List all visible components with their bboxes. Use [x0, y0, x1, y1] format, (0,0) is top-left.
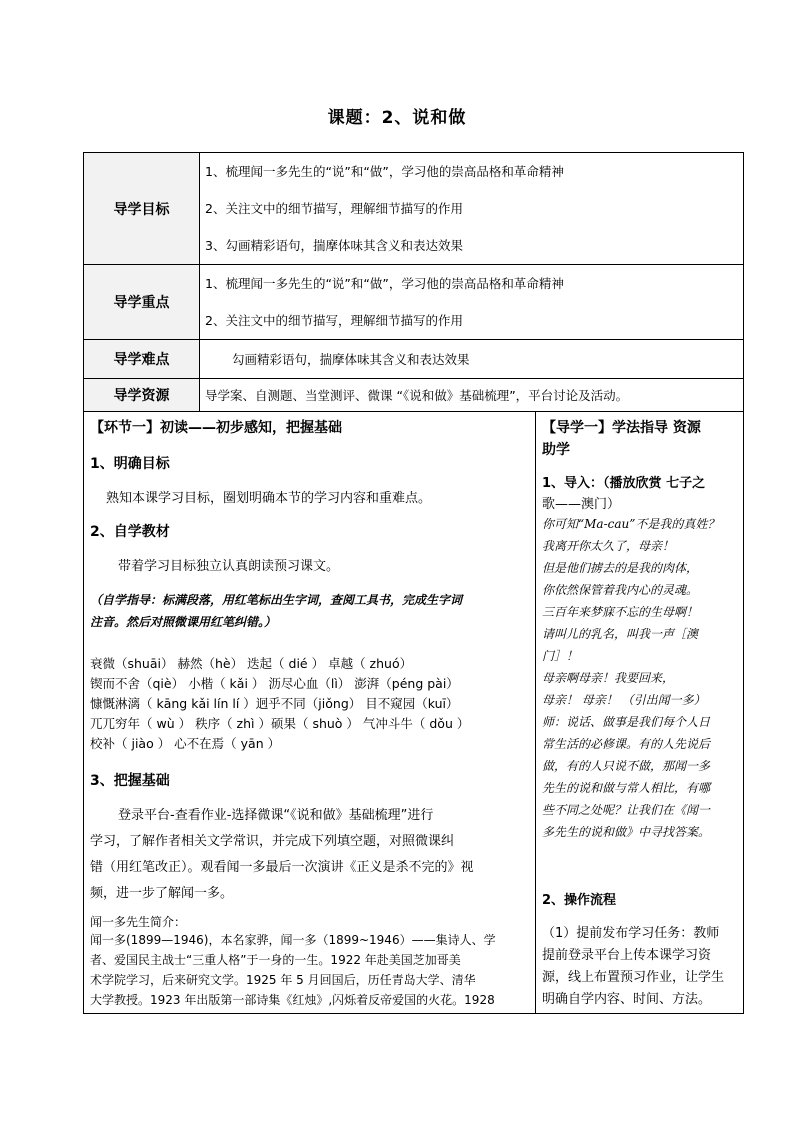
section-heading: 【环节一】初读——初步感知，把握基础	[90, 420, 342, 436]
guide-table	[83, 152, 744, 412]
pinyin-line: 校补（ jiào ） 心不在焉（ yān ）	[90, 736, 281, 751]
flow-line: （1）提前发布学习任务：教师	[542, 926, 720, 941]
flow-line: 明确自学内容、时间、方法。	[542, 992, 712, 1007]
paragraph: 熟知本课学习目标，圈划明确本节的学习内容和重难点。	[106, 491, 432, 506]
poem-line: 母亲！ 母亲！ （引出闻一多）	[542, 693, 706, 707]
content-line: 1、梳理闻一多先生的“说”和“做”，学习他的崇高品格和革命精神	[205, 164, 564, 179]
flow-line: 源，线上布置预习作业，让学生	[542, 970, 725, 985]
poem-line: 三百年来梦寐不忘的生母啊！	[542, 605, 699, 619]
table-row	[84, 153, 744, 265]
subheading: 1、明确目标	[90, 456, 170, 472]
poem-line: 请叫儿的乳名，叫我一声［澳	[542, 627, 699, 641]
content-line: 1、梳理闻一多先生的“说”和“做”，学习他的崇高品格和革命精神	[205, 276, 564, 291]
row-label: 导学重点	[84, 265, 200, 340]
table-row	[84, 379, 744, 412]
table-row	[84, 265, 744, 340]
poem-line: 但是他们掳去的是我的肉体，	[542, 561, 699, 575]
section-heading: 【导学一】学法指导 资源	[542, 420, 701, 436]
poem-line: 常生活的必修课。有的人先说后	[542, 737, 711, 751]
row-label: 导学难点	[84, 340, 200, 379]
row-content: 勾画精彩语句，揣摩体味其含义和表达效果	[200, 340, 744, 379]
row-content	[200, 153, 744, 265]
paragraph-line: 登录平台-查看作业-选择微课“《说和做》基础梳理”进行	[118, 808, 434, 823]
row-label: 导学目标	[84, 153, 200, 265]
subheading: 3、把握基础	[90, 773, 170, 789]
poem-line: 我离开你太久了，母亲！	[542, 539, 675, 553]
paragraph: 带着学习目标独立认真朗读预习课文。	[118, 559, 340, 574]
poem-line: 些不同之处呢？让我们在《闻一	[542, 803, 711, 817]
poem-line: 做，有的人只说不做，那闻一多	[542, 759, 711, 773]
study-note: （自学指导：标满段落，用红笔标出生字词，查阅工具书，完成生字词	[90, 593, 463, 607]
paragraph-line: 错（用红笔改正）。观看闻一多最后一次演讲《正义是杀不完的》视	[90, 860, 474, 875]
row-content: 导学案、自测题、当堂测评、微课 “《说和做》基础梳理”，平台讨论及活动。	[200, 379, 744, 412]
poem-line: 你可知“Ma-cau”不是我的真姓？	[542, 517, 720, 531]
subheading: 2、操作流程	[542, 893, 617, 908]
poem-line: 门］！	[542, 649, 579, 663]
pinyin-line: 兀兀穷年（ wù ） 秩序（ zhì ）硕果（ shuò ） 气冲斗牛（ dǒu ）	[90, 716, 470, 731]
bio-title: 闻一多先生简介：	[90, 915, 187, 929]
left-column	[84, 412, 535, 1013]
pinyin-line: 慷慨淋漓（ kāng kǎi lín lí ）迥乎不同（jiǒng） 目不窥园（kuī）	[90, 696, 459, 711]
poem-line: 多先生的说和做》中寻找答案。	[542, 825, 711, 839]
poem-line: 母亲啊母亲！我要回来，	[542, 671, 675, 685]
row-label: 导学资源	[84, 379, 200, 412]
page-title: 课题：2、说和做	[327, 108, 467, 128]
bio-line: 术学院学习，后来研究文学。1925 年 5 月回国后，历任青岛大学、清华	[90, 973, 476, 987]
intro-line: 1、导入：（播放欣赏 七子之	[542, 476, 706, 491]
pinyin-line: 衰微（shuāi） 赫然（hè） 迭起（ dié ） 卓越（ zhuó）	[90, 656, 413, 671]
row-content	[200, 265, 744, 340]
poem-line: 你依然保管着我内心的灵魂。	[542, 583, 699, 597]
content-line: 2、关注文中的细节描写，理解细节描写的作用	[205, 313, 463, 328]
subheading: 2、自学教材	[90, 524, 170, 540]
content-line: 3、勾画精彩语句，揣摩体味其含义和表达效果	[205, 238, 463, 253]
flow-line: 提前登录平台上传本课学习资	[542, 948, 712, 963]
lesson-section	[83, 411, 744, 1014]
section-heading: 助学	[542, 442, 570, 458]
pinyin-line: 锲而不舍（qiè） 小楷（ kǎi ） 沥尽心血（lì） 澎湃（péng pài）	[90, 676, 459, 691]
bio-line: 闻一多(1899—1946)，本名家骅，闻一多（1899~1946）——集诗人、学	[90, 933, 496, 947]
intro-line: 歌——澳门）	[542, 497, 621, 512]
bio-line: 者、爱国民主战士“三重人格”于一身的一生。1922 年赴美国芝加哥美	[90, 953, 461, 967]
bio-line: 大学教授。1923 年出版第一部诗集《红烛》,闪烁着反帝爱国的火花。1928	[90, 993, 495, 1007]
content-line: 2、关注文中的细节描写，理解细节描写的作用	[205, 201, 463, 216]
poem-line: 先生的说和做与常人相比，有哪	[542, 781, 711, 795]
table-row	[84, 340, 744, 379]
paragraph-line: 学习，了解作者相关文学常识，并完成下列填空题，对照微课纠	[90, 834, 455, 849]
paragraph-line: 频，进一步了解闻一多。	[90, 886, 234, 901]
study-note: 注音。然后对照微课用红笔纠错。）	[90, 615, 277, 629]
poem-line: 师：说话、做事是我们每个人日	[542, 715, 711, 729]
right-column	[536, 412, 743, 1013]
